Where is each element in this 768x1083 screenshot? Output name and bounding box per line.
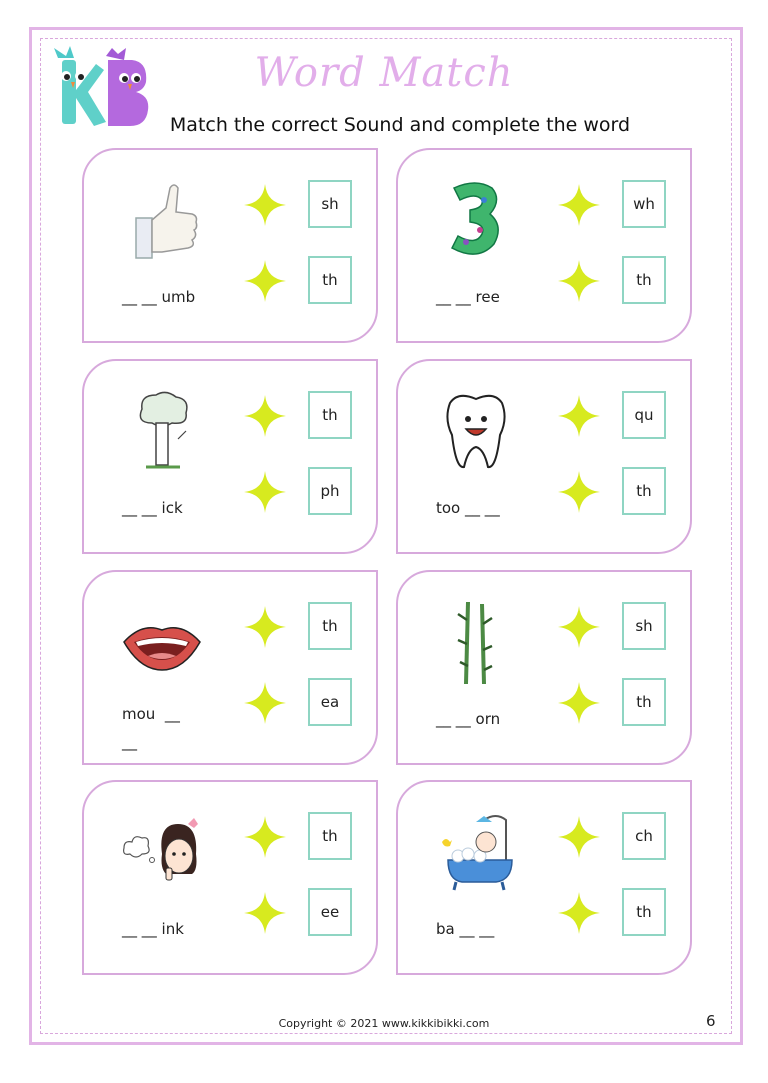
sound-option[interactable]: sh [622,602,666,650]
sound-option[interactable]: th [622,467,666,515]
copyright-footer: Copyright © 2021 www.kikkibikki.com [278,1017,490,1030]
card-bath [396,780,692,975]
thorn-stem-image [436,600,516,686]
word-prompt: mou __ __ [122,705,180,751]
card-three [396,148,692,343]
star-connector-icon[interactable] [242,258,288,304]
page-subtitle: Match the correct Sound and complete the word [169,114,631,136]
word-prompt: __ __ umb [122,288,196,306]
star-connector-icon[interactable] [242,604,288,650]
mouth-image [122,600,202,686]
thumbs-up-image [122,178,202,264]
tooth-image [436,389,516,475]
sound-option[interactable]: ch [622,812,666,860]
word-prompt: __ __ ick [122,499,183,517]
page-number: 6 [706,1012,716,1030]
star-connector-icon[interactable] [556,393,602,439]
sound-option[interactable]: th [308,256,352,304]
word-prompt: too __ __ [436,499,500,517]
star-connector-icon[interactable] [556,182,602,228]
sound-option[interactable]: th [308,602,352,650]
thinking-girl-image [122,810,202,896]
word-prompt: ba __ __ [436,920,495,938]
card-tooth [396,359,692,554]
card-thumb [82,148,378,343]
star-connector-icon[interactable] [242,814,288,860]
sound-option[interactable]: sh [308,180,352,228]
tree-stick-image [122,389,202,475]
baby-bath-image [436,810,516,896]
sound-option[interactable]: ph [308,467,352,515]
sound-option[interactable]: ee [308,888,352,936]
sound-option[interactable]: th [308,812,352,860]
star-connector-icon[interactable] [556,890,602,936]
sound-option[interactable]: wh [622,180,666,228]
star-connector-icon[interactable] [556,469,602,515]
star-connector-icon[interactable] [242,469,288,515]
star-connector-icon[interactable] [556,680,602,726]
star-connector-icon[interactable] [242,890,288,936]
star-connector-icon[interactable] [242,182,288,228]
sound-option[interactable]: qu [622,391,666,439]
star-connector-icon[interactable] [556,604,602,650]
star-connector-icon[interactable] [556,814,602,860]
number-three-image [436,178,516,264]
sound-option[interactable]: th [308,391,352,439]
sound-option[interactable]: th [622,678,666,726]
card-stick [82,359,378,554]
sound-option[interactable]: th [622,888,666,936]
star-connector-icon[interactable] [242,680,288,726]
star-connector-icon[interactable] [556,258,602,304]
word-prompt: __ __ ree [436,288,500,306]
page-title: Word Match [254,50,514,96]
sound-option[interactable]: ea [308,678,352,726]
star-connector-icon[interactable] [242,393,288,439]
sound-option[interactable]: th [622,256,666,304]
word-prompt: __ __ orn [436,710,501,728]
card-think [82,780,378,975]
card-mouth [82,570,378,765]
card-thorn [396,570,692,765]
word-prompt: __ __ ink [122,920,184,938]
